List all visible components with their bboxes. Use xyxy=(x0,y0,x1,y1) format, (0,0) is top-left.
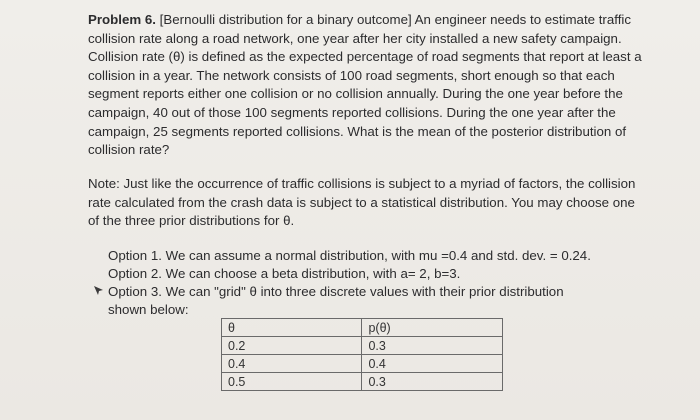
prior-table xyxy=(221,318,503,391)
option-1: Option 1. We can assume a normal distribution, with mu =0.4 and std. dev. = 0.24. xyxy=(108,248,591,263)
probability-cell: 0.3 xyxy=(362,373,503,391)
table-row xyxy=(222,373,503,391)
theta-cell: 0.4 xyxy=(222,355,362,373)
problem-text: [Bernoulli distribution for a binary outcome] An engineer needs to estimate traffic collision rate along a road network, one year after her city installed a new safety campaign. Collision rate (θ) is defined as the expected percentage of road segments that report at least a collision in a year. The network consists of 100 road segments, short enough so that each segment reports either one collision or no collision annually. During the one year before the campaign, 40 out of those 100 segments reported collisions. During the one year after the campaign, 25 segments reported collisions. What is the mean of the posterior distribution of collision rate? xyxy=(88,12,642,158)
header-theta: θ xyxy=(222,319,362,337)
problem-paragraph xyxy=(88,11,648,160)
option-3-continued: shown below: xyxy=(108,302,189,317)
table-row xyxy=(222,337,503,355)
problem-label: Problem 6. xyxy=(88,12,156,27)
option-2: Option 2. We can choose a beta distribution, with a= 2, b=3. xyxy=(108,266,461,281)
theta-cell: 0.2 xyxy=(222,337,362,355)
probability-cell: 0.3 xyxy=(362,337,503,355)
note-paragraph: Note: Just like the occurrence of traffic collisions is subject to a myriad of factors, the collision rate calculated from the crash data is subject to a statistical distribution. You may choose one of the three prior distributions for θ. xyxy=(88,176,636,229)
table-row xyxy=(222,355,503,373)
table-header-row xyxy=(222,319,503,337)
option-3: Option 3. We can "grid" θ into three discrete values with their prior distribution xyxy=(108,284,564,299)
header-p-theta: p(θ) xyxy=(362,319,503,337)
theta-cell: 0.5 xyxy=(222,373,362,391)
probability-cell: 0.4 xyxy=(362,355,503,373)
mouse-pointer-icon xyxy=(93,285,105,297)
